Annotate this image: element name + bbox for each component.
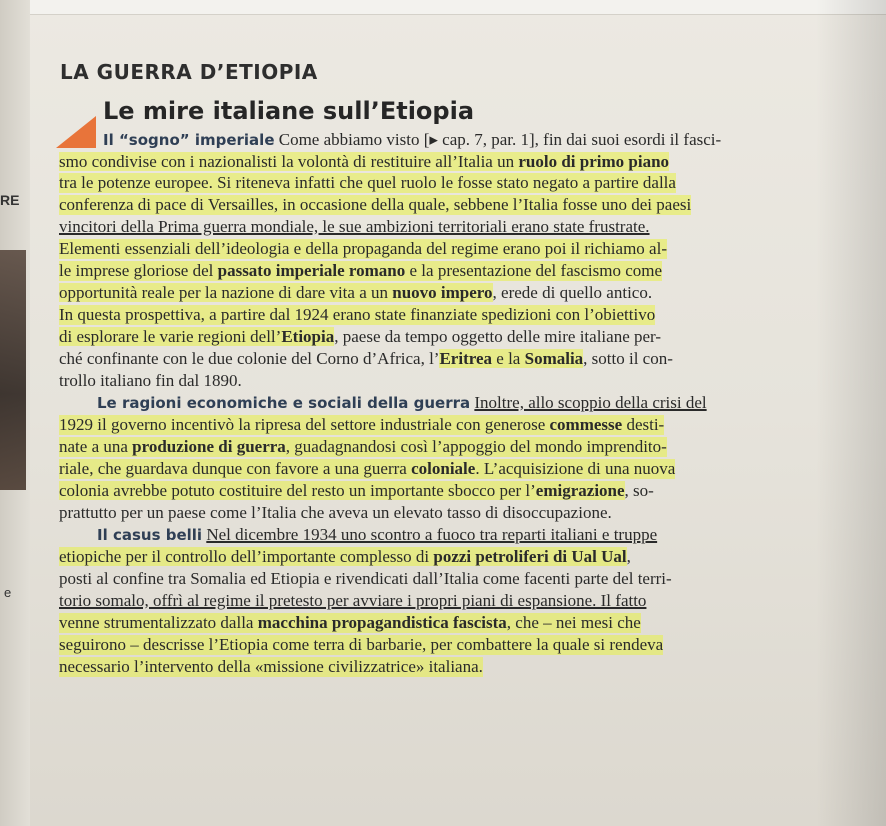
text-line [59,349,673,369]
bold-term: Etiopia [281,327,335,346]
text-line: prattutto per un paese come l’Italia che aveva un elevato tasso di disoccupazione. [59,503,612,522]
page-shadow [816,0,886,826]
text-line [59,415,664,435]
bold-term: Eritrea [439,349,493,368]
subheading-ragioni: Le ragioni economiche e sociali della guerra [97,394,471,412]
text-line: torio somalo, offrì al regime il pretesto per avviare i propri piani di espansione. Il fatto [59,591,647,610]
text-span: e la [492,349,525,368]
margin-text-e: e [4,585,12,600]
bold-term: nuovo impero [392,283,493,302]
text-line: posti al confine tra Somalia ed Etiopia e rivendicati dall’Italia come facenti parte del terri- [59,569,672,588]
text-span: , so- [624,481,654,500]
text-span: Inoltre, allo scoppio della crisi del [474,393,707,412]
text-line: trollo italiano fin dal 1890. [59,371,242,390]
text-line [59,152,669,172]
text-line [59,261,662,281]
bold-term: macchina propagandistica fascista [257,613,507,632]
subheading-casus-belli: Il casus belli [97,526,203,544]
bold-term: coloniale [411,459,476,478]
text-span: Nel dicembre 1934 uno scontro a fuoco tra reparti italiani e truppe [206,525,658,544]
text-line [59,283,652,303]
text-span: , che – nei mesi che [506,613,641,632]
text-span: Come abbiamo visto [▸ cap. 7, par. 1], fin dai suoi esordi il fasci- [278,130,722,149]
text-line: Elementi essenziali dell’ideologia e della propaganda del regime erano poi il richiamo al- [59,239,667,258]
text-span: , sotto il con- [583,349,673,368]
text-line: conferenza di pace di Versailles, in occasione della quale, sebbene l’Italia fosse uno dei paesi [59,195,692,214]
text-line [59,547,631,567]
text-line [97,393,707,413]
text-span: colonia avrebbe potuto costituire del resto un importante sbocco per l’ [59,481,536,500]
text-span: desti- [622,415,665,434]
text-span: opportunità reale per la nazione di dare vita a un [59,283,393,302]
bold-term: commesse [549,415,623,434]
text-line: vincitori della Prima guerra mondiale, le sue ambizioni territoriali erano state frustrate. [59,217,650,236]
page-title: Le mire italiane sull’Etiopia [103,97,475,125]
text-span: . L’acquisizione di una nuova [475,459,676,478]
text-line [59,459,675,479]
text-span: le imprese gloriose del [59,261,218,280]
subheading-sogno: Il “sogno” imperiale [103,131,275,149]
bold-term: produzione di guerra [132,437,286,456]
margin-text-re: RE [0,192,20,208]
text-span: e la presentazione del fascismo come [405,261,663,280]
text-span: ché confinante con le due colonie del Corno d’Africa, l’ [59,349,440,368]
text-span: etiopiche per il controllo dell’importante complesso di [59,547,434,566]
text-line [59,613,641,633]
text-span: , erede di quello antico. [492,283,653,302]
text-line [59,481,654,501]
text-line [59,437,667,457]
bold-term: pozzi petroliferi di Ual Ual [433,547,627,566]
text-span: 1929 il governo incentivò la ripresa del settore industriale con generose [59,415,550,434]
text-span: , guadagnandosi così l’appoggio del mondo imprendito- [285,437,667,456]
bold-term: ruolo di primo piano [518,152,670,171]
bold-term: passato imperiale romano [217,261,406,280]
text-line: In questa prospettiva, a partire dal 1924 erano state finanziate spedizioni con l’obiettivo [59,305,656,324]
text-span: di esplorare le varie regioni dell’ [59,327,282,346]
text-span: smo condivise con i nazionalisti la volontà di restituire all’Italia un [59,152,519,171]
text-line: tra le potenze europee. Si riteneva infatti che quel ruolo le fosse stato negato a partire dalla [59,173,676,192]
bold-term: emigrazione [535,481,625,500]
section-label: LA GUERRA D’ETIOPIA [60,60,318,84]
text-line [97,525,657,545]
text-line: necessario l’intervento della «missione civilizzatrice» italiana. [59,657,483,676]
text-span: , [626,547,631,566]
text-line [103,130,721,150]
margin-photo [0,250,26,490]
bold-term: Somalia [524,349,584,368]
text-span: , paese da tempo oggetto delle mire italiane per- [334,327,662,346]
text-line [59,327,661,347]
text-span: nate a una [59,437,133,456]
text-span: venne strumentalizzato dalla [59,613,258,632]
text-line: seguirono – descrisse l’Etiopia come terra di barbarie, per combattere la quale si rendeva [59,635,664,654]
page-top-edge [0,0,886,15]
orange-triangle-icon [56,116,96,148]
text-span: riale, che guardava dunque con favore a una guerra [59,459,412,478]
